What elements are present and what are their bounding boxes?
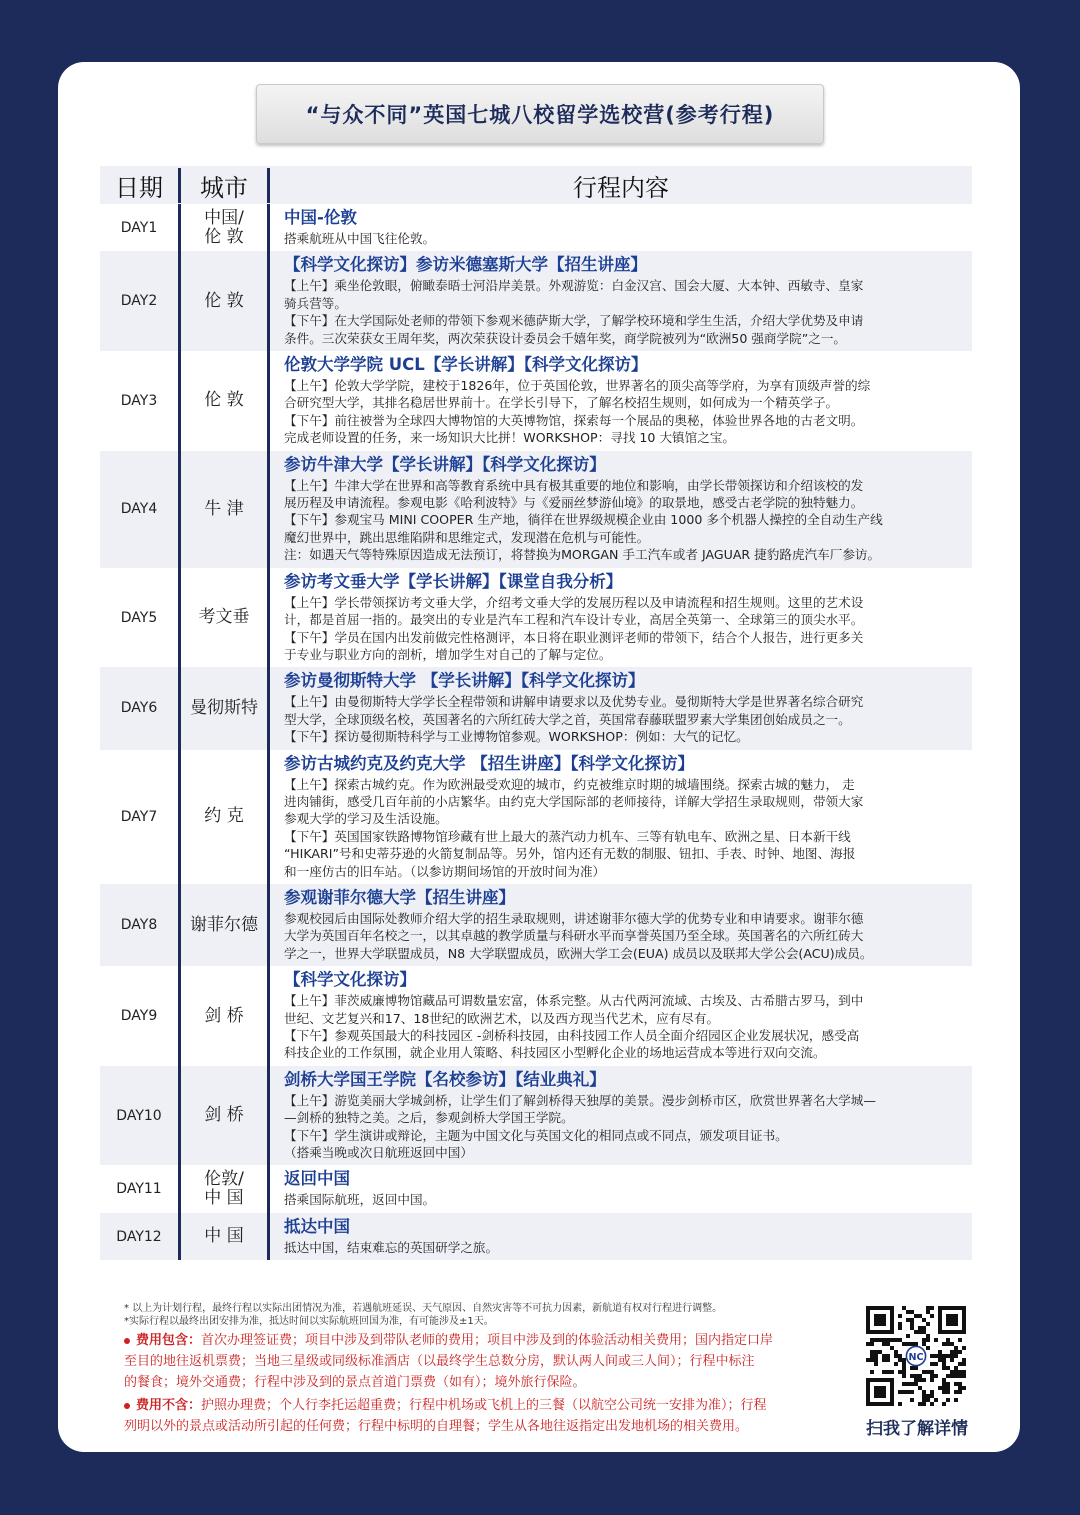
qr-module — [934, 1354, 938, 1358]
qr-module — [902, 1342, 906, 1346]
qr-module — [950, 1354, 954, 1358]
qr-module — [866, 1342, 870, 1346]
fee-excluded-label: 费用不含： — [136, 1398, 202, 1413]
qr-module — [914, 1378, 918, 1382]
qr-module — [898, 1370, 902, 1374]
qr-finder — [946, 1314, 958, 1326]
row-line: 【下午】探访曼彻斯特科学与工业博物馆参观。WORKSHOP：例如：大气的记忆。 — [284, 729, 749, 745]
row-line: 【下午】英国国家铁路博物馆珍藏有世上最大的蒸汽动力机车、三等有轨电车、欧洲之星、日本新干线 — [284, 828, 851, 844]
row-title: 参访考文垂大学【学长讲解】【课堂自我分析】 — [284, 571, 623, 591]
qr-module — [946, 1374, 950, 1378]
row-line: 参观大学的学习及生活设施。 — [284, 811, 448, 827]
row-line: 搭乘航班从中国飞往伦敦。 — [284, 231, 436, 246]
row-city: 考文垂 — [178, 568, 267, 668]
qr-module — [918, 1314, 922, 1318]
qr-module — [942, 1386, 946, 1390]
qr-module — [930, 1390, 934, 1394]
qr-module — [902, 1306, 906, 1310]
row-content — [267, 750, 972, 884]
qr-module — [914, 1342, 918, 1346]
qr-module — [930, 1362, 934, 1366]
row-line: 抵达中国，结束难忘的英国研学之旅。 — [284, 1239, 499, 1255]
fee-included — [124, 1330, 844, 1393]
qr-module — [914, 1314, 918, 1318]
row-title: 返回中国 — [284, 1169, 350, 1189]
row-line: 【下午】学生演讲或辩论，主题为中国文化与英国文化的相同点或不同点，颁发项目证书。 — [284, 1127, 788, 1143]
qr-module — [954, 1366, 958, 1370]
qr-module — [898, 1402, 902, 1406]
qr-module — [930, 1306, 934, 1310]
row-line: 【上午】牛津大学在世界和高等教育系统中具有极其重要的地位和影响，由学长带领探访和介绍该校的发 — [284, 477, 864, 493]
qr-module — [902, 1390, 906, 1394]
qr-module — [922, 1370, 926, 1374]
row-day: DAY2 — [120, 293, 158, 310]
row-title: 伦敦大学学院 UCL【学长讲解】【科学文化探访】 — [284, 355, 648, 375]
qr-module — [962, 1386, 966, 1390]
qr-module — [890, 1370, 894, 1374]
qr-module — [926, 1310, 930, 1314]
qr-module — [918, 1402, 922, 1406]
table-row — [100, 568, 972, 668]
qr-module — [958, 1338, 962, 1342]
qr-module — [866, 1358, 870, 1362]
qr-module — [942, 1362, 946, 1366]
row-day: DAY8 — [120, 917, 158, 934]
table-row — [100, 966, 972, 1066]
qr-module — [934, 1338, 938, 1342]
qr-module — [882, 1354, 886, 1358]
qr-module — [898, 1358, 902, 1362]
qr-module — [890, 1338, 894, 1342]
qr-module — [954, 1390, 958, 1394]
qr-module — [922, 1326, 926, 1330]
qr-module — [962, 1370, 966, 1374]
qr-module — [910, 1366, 914, 1370]
row-line: 【上午】游览美丽大学城剑桥，让学生们了解剑桥得天独厚的美景。漫步剑桥市区，欣赏世界著名大学城— — [284, 1092, 876, 1108]
qr-module — [902, 1362, 906, 1366]
table-body — [100, 204, 972, 1260]
fee-included-line: 的餐食；境外交通费；行程中涉及到的景点首道门票费（如有）；境外旅行保险。 — [124, 1375, 586, 1390]
row-content — [267, 966, 972, 1066]
row-line: 和一座仿古的旧车站。（以参访期间场馆的开放时间为准） — [284, 863, 606, 879]
qr-module — [922, 1390, 926, 1394]
qr-module — [954, 1370, 958, 1374]
qr-module — [930, 1374, 934, 1378]
qr-module — [962, 1346, 966, 1350]
row-line: 【上午】菲茨威廉博物馆藏品可谓数量宏富，体系完整。从古代两河流域、古埃及、古希腊古罗马，到中 — [284, 993, 864, 1009]
qr-module — [898, 1322, 902, 1326]
fee-included-line: 首次办理签证费；项目中涉及到带队老师的费用；项目中涉及到的体验活动相关费用；国内指定口岸 — [201, 1333, 774, 1348]
qr-module — [958, 1370, 962, 1374]
fee-included-line: 至目的地往返机票费；当地三星级或同级标准酒店（以最终学生总数分房，默认两人间或三人间）；行程中标注 — [124, 1354, 755, 1369]
qr-module — [910, 1390, 914, 1394]
row-city: 中 国 — [178, 1213, 267, 1260]
qr-module — [954, 1350, 958, 1354]
qr-module — [950, 1358, 954, 1362]
table-row — [100, 351, 972, 451]
qr-module — [886, 1342, 890, 1346]
header-date: 日期 — [115, 173, 163, 202]
qr-module — [874, 1354, 878, 1358]
qr-module — [942, 1342, 946, 1346]
row-line: 【下午】参观宝马 MINI COOPER 生产地，徜徉在世界级规模企业由 1000 多个机器人操控的全自动生产线 — [284, 512, 883, 528]
qr-module — [910, 1326, 914, 1330]
qr-module — [922, 1342, 926, 1346]
row-line: （搭乘当晚或次日航班返回中国） — [284, 1145, 473, 1161]
qr-module — [918, 1330, 922, 1334]
row-content — [267, 568, 972, 668]
qr-module — [918, 1386, 922, 1390]
qr-module — [894, 1354, 898, 1358]
qr-module — [914, 1374, 918, 1378]
row-line: 注：如遇天气等特殊原因造成无法预订，将替换为MORGAN 手工汽车或者 JAGUAR 捷豹路虎汽车厂参访。 — [284, 547, 881, 563]
row-day: DAY5 — [120, 609, 158, 626]
qr-module — [946, 1366, 950, 1370]
row-city: 剑 桥 — [178, 1066, 267, 1166]
qr-module — [926, 1394, 930, 1398]
row-title: 参访古城约克及约克大学 【招生讲座】【科学文化探访】 — [284, 753, 694, 773]
qr-module — [954, 1398, 958, 1402]
qr-module — [942, 1382, 946, 1386]
qr-module — [930, 1402, 934, 1406]
row-line: 计，都是首屈一指的。最突出的专业是汽车工程和汽车设计专业，高居全英第一、全球第三的顶尖水平。 — [284, 612, 864, 628]
qr-module — [870, 1354, 874, 1358]
row-day: DAY9 — [120, 1008, 158, 1024]
qr-module — [942, 1366, 946, 1370]
row-city: 剑 桥 — [178, 966, 267, 1066]
note-line: *实际行程以最终出团安排为准，抵达时间以实际航班回国为准，有可能涉及±1天。 — [124, 1316, 494, 1327]
qr-module — [870, 1338, 874, 1342]
table-row — [100, 667, 972, 749]
qr-module — [898, 1314, 902, 1318]
qr-module — [898, 1354, 902, 1358]
qr-module — [930, 1394, 934, 1398]
row-line: 合研究型大学，其排名稳居世界前十。在学长引导下，了解名校招生规则，如何成为一个精英学子。 — [284, 395, 839, 411]
row-city: 伦敦/ 中 国 — [178, 1165, 267, 1212]
qr-module — [902, 1366, 906, 1370]
qr-module — [882, 1342, 886, 1346]
qr-finder — [874, 1386, 886, 1398]
header-content: 行程内容 — [267, 168, 972, 203]
row-content — [267, 884, 972, 966]
qr-module — [958, 1390, 962, 1394]
row-day: DAY7 — [120, 808, 158, 825]
row-day: DAY12 — [116, 1228, 162, 1245]
table-row — [100, 451, 972, 568]
qr-module — [870, 1358, 874, 1362]
row-day: DAY3 — [120, 392, 158, 409]
row-line: 完成老师设置的任务，来一场知识大比拼！WORKSHOP：寻找 10 大镇馆之宝。 — [284, 430, 736, 446]
qr-module — [886, 1358, 890, 1362]
qr-module — [922, 1318, 926, 1322]
row-line: 【上午】伦敦大学学院，建校于1826年，位于英国伦敦，世界著名的顶尖高等学府，为享有顶级声誉的综 — [284, 378, 871, 394]
qr-module — [890, 1346, 894, 1350]
qr-module — [946, 1398, 950, 1402]
row-title: 抵达中国 — [284, 1216, 350, 1236]
fee-excluded — [124, 1395, 844, 1437]
table-row — [100, 1066, 972, 1166]
qr-module — [874, 1358, 878, 1362]
qr-module — [962, 1362, 966, 1366]
qr-module — [898, 1338, 902, 1342]
qr-module — [902, 1382, 906, 1386]
qr-module — [910, 1398, 914, 1402]
qr-module — [922, 1402, 926, 1406]
row-content — [267, 251, 972, 351]
qr-module — [950, 1370, 954, 1374]
qr-module — [946, 1338, 950, 1342]
qr-module — [922, 1330, 926, 1334]
qr-module — [878, 1338, 882, 1342]
qr-module — [958, 1382, 962, 1386]
row-day: DAY6 — [120, 700, 158, 717]
qr-module — [914, 1366, 918, 1370]
qr-module — [938, 1354, 942, 1358]
qr-module — [926, 1370, 930, 1374]
qr-module — [910, 1310, 914, 1314]
qr-module — [886, 1370, 890, 1374]
row-city: 中国/ 伦 敦 — [178, 204, 267, 251]
row-city: 伦 敦 — [178, 351, 267, 451]
qr-module — [922, 1378, 926, 1382]
qr-module — [934, 1398, 938, 1402]
row-line: “HIKARI”号和史蒂芬逊的火箭复制品等。另外，馆内还有无数的制服、钮扣、手表、时钟、地图、海报 — [284, 846, 856, 862]
qr-module — [926, 1338, 930, 1342]
qr-module — [934, 1374, 938, 1378]
qr-module — [954, 1346, 958, 1350]
qr-module — [870, 1370, 874, 1374]
qr-module — [906, 1318, 910, 1322]
qr-module — [958, 1386, 962, 1390]
row-day: DAY4 — [120, 501, 158, 518]
table-row — [100, 204, 972, 251]
row-line: 搭乘国际航班，返回中国。 — [284, 1192, 436, 1208]
qr-module — [922, 1338, 926, 1342]
row-line: 魔幻世界中，跳出思维陷阱和思维定式，发现潜在危机与可能性。 — [284, 529, 650, 545]
qr-module — [946, 1382, 950, 1386]
row-line: 条件。三次荣获女王周年奖，两次荣获设计委员会千嬉年奖，商学院被列为“欧洲50 强商学院”之一。 — [284, 330, 847, 346]
qr-module — [870, 1350, 874, 1354]
row-line: 学之一，世界大学联盟成员，N8 大学联盟成员，欧洲大学工会(EUA) 成员以及联邦大学公会(ACU)成员。 — [284, 945, 873, 961]
qr-module — [962, 1358, 966, 1362]
qr-module — [906, 1382, 910, 1386]
row-line: 【上午】乘坐伦敦眼，俯瞰泰晤士河沿岸美景。外观游览：白金汉宫、国会大厦、大本钟、西敏寺、皇家 — [284, 278, 864, 294]
row-line: 科技企业的工作氛围，就企业用人策略、科技园区小型孵化企业的场地运营成本等进行双向交流。 — [284, 1045, 826, 1061]
qr-module — [930, 1378, 934, 1382]
row-line: 【上午】探索古城约克。作为欧洲最受欢迎的城市，约克被维京时期的城墙围绕。探索古城的魅力， 走 — [284, 776, 855, 792]
qr-module — [922, 1394, 926, 1398]
row-line: 【上午】学长带领探访考文垂大学，介绍考文垂大学的发展历程以及申请流程和招生规则。这里的艺术设 — [284, 594, 864, 610]
row-line: 于专业与职业方向的剖析，增加学生对自己的了解与定位。 — [284, 646, 612, 662]
note-line: * 以上为计划行程，最终行程以实际出团情况为准，若遇航班延误、天气原因、自然灾害等不可抗力因素，新航道有权对行程进行调整。 — [124, 1303, 723, 1314]
qr-module — [946, 1390, 950, 1394]
row-title: 参访曼彻斯特大学 【学长讲解】【科学文化探访】 — [284, 671, 645, 691]
qr-module — [938, 1358, 942, 1362]
qr-module — [906, 1342, 910, 1346]
fee-excluded-line: 护照办理费；个人行李托运超重费；行程中机场或飞机上的三餐（以航空公司统一安排为准）；行程 — [201, 1398, 767, 1413]
row-day: DAY1 — [120, 219, 158, 236]
row-title: 剑桥大学国王学院【名校参访】【结业典礼】 — [284, 1069, 606, 1089]
qr-module — [930, 1314, 934, 1318]
itinerary-card — [58, 62, 1020, 1452]
qr-module — [910, 1342, 914, 1346]
row-line: 【下午】在大学国际处老师的带领下参观米德萨斯大学，了解学校环境和学生生活，介绍大学优势及申请 — [284, 313, 864, 329]
row-day: DAY10 — [116, 1107, 162, 1124]
qr-module — [914, 1330, 918, 1334]
qr-module — [906, 1310, 910, 1314]
qr-module — [954, 1374, 958, 1378]
qr-module — [926, 1334, 930, 1338]
row-content — [267, 1165, 972, 1212]
qr-module — [870, 1342, 874, 1346]
qr-module — [902, 1358, 906, 1362]
qr-module — [882, 1338, 886, 1342]
notes-section — [124, 1302, 844, 1437]
qr-module — [946, 1354, 950, 1358]
qr-logo-text: NC — [908, 1352, 924, 1363]
qr-module — [882, 1370, 886, 1374]
row-title: 【科学文化探访】 — [284, 970, 416, 990]
qr-module — [942, 1354, 946, 1358]
qr-module — [958, 1350, 962, 1354]
qr-module — [918, 1326, 922, 1330]
row-title: 参观谢菲尔德大学【招生讲座】 — [284, 887, 515, 907]
row-line: 【下午】前往被誉为全球四大博物馆的大英博物馆，探索每一个展品的奥秘，体验世界各地的古老文明。 — [284, 412, 864, 428]
fee-excluded-line: 列明以外的景点或活动所引起的任何费；行程中标明的自理餐；学生从各地往返指定出发地机场的相关费用。 — [124, 1419, 749, 1434]
row-content — [267, 351, 972, 451]
qr-module — [882, 1358, 886, 1362]
qr-module — [950, 1342, 954, 1346]
row-content — [267, 451, 972, 568]
qr-module — [874, 1338, 878, 1342]
qr-module — [910, 1374, 914, 1378]
qr-module — [902, 1374, 906, 1378]
qr-module — [898, 1326, 902, 1330]
row-content — [267, 667, 972, 749]
table-row — [100, 884, 972, 966]
bullet-icon — [124, 1338, 130, 1344]
itinerary-table — [100, 166, 972, 1260]
qr-label: 扫我了解详情 — [866, 1419, 968, 1439]
qr-module — [918, 1378, 922, 1382]
qr-module — [910, 1382, 914, 1386]
row-line: 【下午】参观英国最大的科技园区 -剑桥科技园，由科技园工作人员全面介绍园区企业发展状况，感受高 — [284, 1028, 860, 1043]
qr-module — [926, 1306, 930, 1310]
row-line: 进肉铺街，感受几百年前的小店繁华。由约克大学国际部的老师接待，详解大学招生录取规则，带领大家 — [284, 793, 864, 809]
qr-module — [906, 1390, 910, 1394]
row-title: 参访牛津大学【学长讲解】【科学文化探访】 — [284, 454, 606, 474]
qr-module — [894, 1338, 898, 1342]
bullet-icon — [124, 1403, 130, 1409]
table-row — [100, 251, 972, 351]
qr-module — [958, 1374, 962, 1378]
qr-module — [938, 1386, 942, 1390]
qr-code-icon[interactable] — [866, 1306, 966, 1406]
qr-module — [954, 1354, 958, 1358]
qr-module — [958, 1362, 962, 1366]
table-row — [100, 1165, 972, 1212]
qr-module — [938, 1350, 942, 1354]
qr-module — [878, 1350, 882, 1354]
qr-module — [910, 1318, 914, 1322]
qr-module — [942, 1358, 946, 1362]
row-city: 伦 敦 — [178, 251, 267, 351]
row-line: 参观校园后由国际处教师介绍大学的招生录取规则，讲述谢菲尔德大学的优势专业和申请要求。谢菲尔德 — [284, 910, 864, 926]
qr-module — [894, 1362, 898, 1366]
qr-module — [926, 1346, 930, 1350]
row-line: 【上午】由曼彻斯特大学学长全程带领和讲解申请要求以及优势专业。曼彻斯特大学是世界著名综合研究 — [284, 694, 864, 710]
qr-module — [954, 1382, 958, 1386]
qr-module — [874, 1350, 878, 1354]
qr-module — [930, 1354, 934, 1358]
row-line: 展历程及申请流程。参观电影《哈利波特》与《爱丽丝梦游仙境》的取景地，感受古老学院的独特魅力。 — [284, 495, 864, 511]
row-content — [267, 204, 972, 251]
row-line: 世纪、文艺复兴和17、18世纪的欧洲艺术，以及西方现当代艺术，应有尽有。 — [284, 1010, 720, 1026]
row-content — [267, 1066, 972, 1166]
qr-module — [946, 1342, 950, 1346]
table-header — [100, 166, 972, 204]
qr-module — [942, 1390, 946, 1394]
qr-module — [886, 1354, 890, 1358]
row-line: 型大学，全球顶级名校，英国著名的六所红砖大学之首，英国常春藤联盟罗素大学集团创始成员之一。 — [284, 711, 851, 727]
qr-module — [898, 1390, 902, 1394]
row-city: 约 克 — [178, 750, 267, 884]
qr-module — [942, 1378, 946, 1382]
qr-module — [962, 1374, 966, 1378]
row-city: 牛 津 — [178, 451, 267, 568]
row-line: 大学为英国百年名校之一，以其卓越的教学质量与科研水平而享誉英国乃至全球。英国著名的六所红砖大 — [284, 928, 864, 944]
row-city: 曼彻斯特 — [178, 667, 267, 749]
table-row — [100, 750, 972, 884]
page-title: “与众不同”英国七城八校留学选校营(参考行程) — [256, 84, 824, 144]
row-day: DAY11 — [116, 1181, 162, 1198]
qr-module — [902, 1370, 906, 1374]
qr-module — [926, 1322, 930, 1326]
qr-module — [930, 1370, 934, 1374]
row-line: 【下午】学员在国内出发前做完性格测评，本日将在职业测评老师的带领下，结合个人报告，进行更多关 — [284, 629, 864, 645]
qr-module — [906, 1334, 910, 1338]
qr-module — [894, 1350, 898, 1354]
qr-module — [886, 1338, 890, 1342]
qr-module — [950, 1374, 954, 1378]
row-line: —剑桥的独特之美。之后，参观剑桥大学国王学院。 — [284, 1110, 574, 1126]
qr-module — [874, 1362, 878, 1366]
row-title: 【科学文化探访】参访米德塞斯大学【招生讲座】 — [284, 255, 647, 275]
qr-module — [946, 1386, 950, 1390]
qr-module — [922, 1398, 926, 1402]
qr-module — [914, 1382, 918, 1386]
row-title: 中国-伦敦 — [284, 208, 357, 227]
qr-finder — [874, 1314, 886, 1326]
header-city: 城市 — [178, 168, 267, 203]
qr-module — [934, 1362, 938, 1366]
row-content — [267, 1213, 972, 1260]
row-line: 骑兵营等。 — [284, 295, 347, 311]
row-city: 谢菲尔德 — [178, 884, 267, 966]
fee-included-label: 费用包含： — [136, 1333, 202, 1348]
table-row — [100, 1213, 972, 1260]
qr-module — [950, 1350, 954, 1354]
qr-module — [910, 1322, 914, 1326]
qr-module — [926, 1398, 930, 1402]
qr-module — [918, 1374, 922, 1378]
qr-module — [942, 1402, 946, 1406]
